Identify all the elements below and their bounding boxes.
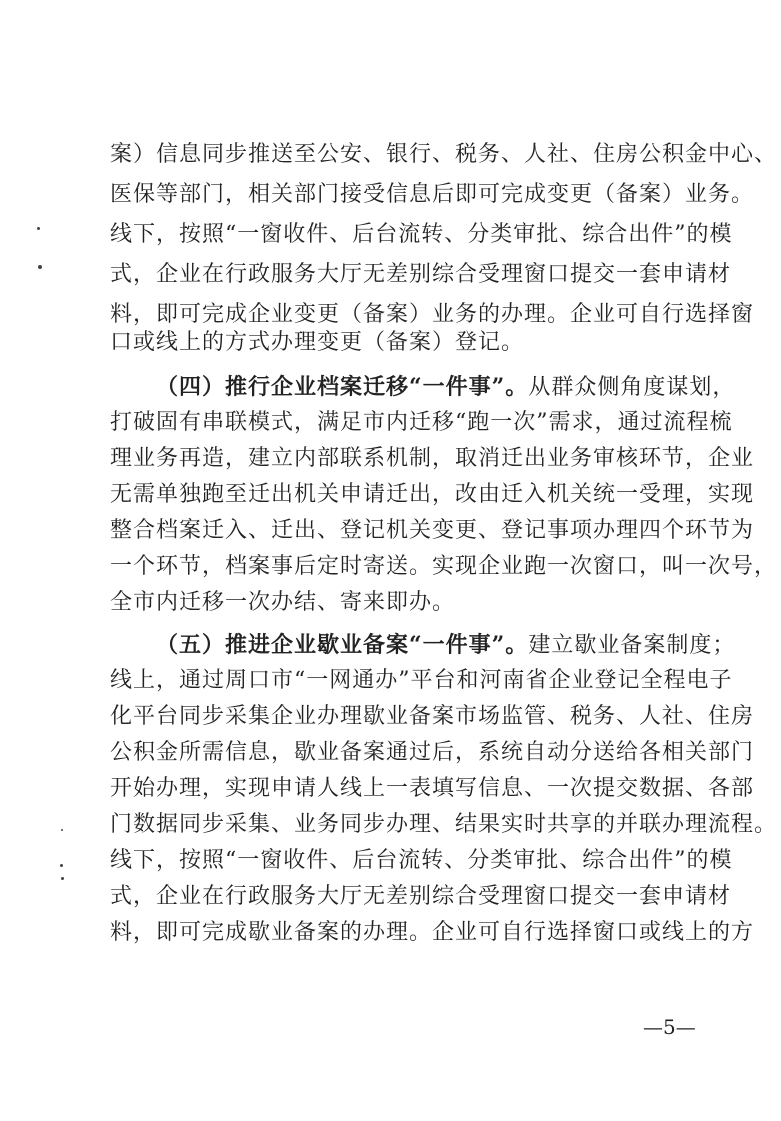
paragraph-first-line xyxy=(156,627,736,664)
text-line: 开始办理，实现申请人线上一表填写信息、一次提交数据、各部 xyxy=(110,776,755,801)
text-line: 公积金所需信息，歇业备案通过后，系统自动分送给各相关部门 xyxy=(110,740,755,765)
text-line: 案）信息同步推送至公安、银行、税务、人社、住房公积金中心、 xyxy=(110,142,778,167)
page-number: —5— xyxy=(643,1015,696,1039)
text-line: 线下，按照“一窗收件、后台流转、分类审批、综合出件”的模 xyxy=(110,222,733,247)
paragraph-first-line xyxy=(156,369,736,406)
text-span: 从群众侧角度谋划， xyxy=(528,375,736,400)
text-span: 建立歇业备案制度； xyxy=(528,633,736,658)
scan-speck xyxy=(38,265,42,269)
text-line: 门数据同步采集、业务同步办理、结果实时共享的并联办理流程。 xyxy=(110,812,778,837)
text-line: 线下，按照“一窗收件、后台流转、分类审批、综合出件”的模 xyxy=(110,848,733,873)
section-heading: （四）推行企业档案迁移“一件事”。 xyxy=(156,374,529,400)
section-heading: （五）推进企业歇业备案“一件事”。 xyxy=(156,632,529,658)
scan-speck xyxy=(61,877,64,880)
text-line: 医保等部门，相关部门接受信息后即可完成变更（备案）业务。 xyxy=(110,182,755,207)
text-line: 口或线上的方式办理变更（备案）登记。 xyxy=(110,330,525,355)
text-line: 打破固有串联模式，满足市内迁移“跑一次”需求，通过流程梳 xyxy=(110,410,733,435)
text-line: 理业务再造，建立内部联系机制，取消迁出业务审核环节，企业 xyxy=(110,446,755,471)
text-line: 料，即可完成歇业备案的办理。企业可自行选择窗口或线上的方 xyxy=(110,920,755,945)
text-line: 化平台同步采集企业办理歇业备案市场监管、税务、人社、住房 xyxy=(110,704,755,729)
text-line: 整合档案迁入、迁出、登记机关变更、登记事项办理四个环节为 xyxy=(110,518,755,543)
scan-speck xyxy=(61,829,63,831)
text-line: 式，企业在行政服务大厅无差别综合受理窗口提交一套申请材 xyxy=(110,262,732,287)
text-line: 无需单独跑至迁出机关申请迁出，改由迁入机关统一受理，实现 xyxy=(110,482,755,507)
text-line: 式，企业在行政服务大厅无差别综合受理窗口提交一套申请材 xyxy=(110,884,732,909)
text-line: 一个环节，档案事后定时寄送。实现企业跑一次窗口，叫一次号， xyxy=(110,554,778,579)
scan-speck xyxy=(60,864,63,867)
text-line: 线上，通过周口市“一网通办”平台和河南省企业登记全程电子 xyxy=(110,668,733,693)
text-line: 全市内迁移一次办结、寄来即办。 xyxy=(110,590,456,615)
text-line: 料，即可完成企业变更（备案）业务的办理。企业可自行选择窗 xyxy=(110,302,755,327)
scan-speck xyxy=(37,227,40,230)
